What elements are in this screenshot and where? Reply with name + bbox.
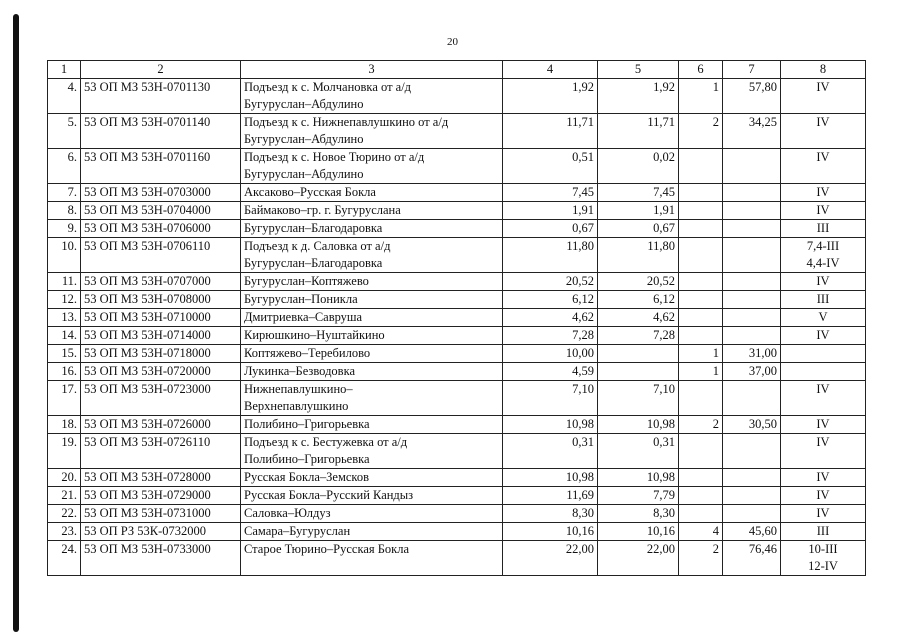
col-5-value: 10,98: [598, 469, 679, 487]
table-row: [48, 220, 866, 238]
road-category-line: IV: [816, 185, 830, 199]
table-row: [48, 381, 866, 416]
road-name-line: Нижнепавлушкино–: [244, 382, 353, 396]
col-5-value: 22,00: [598, 541, 679, 576]
road-category-line: 12-IV: [808, 559, 838, 573]
road-category-line: IV: [816, 115, 830, 129]
road-category: [781, 238, 866, 273]
col-5-value: 20,52: [598, 273, 679, 291]
road-name: [241, 184, 503, 202]
row-number: 6.: [48, 149, 81, 184]
row-number: 13.: [48, 309, 81, 327]
road-name: [241, 345, 503, 363]
road-name-line: Баймаково–гр. г. Бугуруслана: [244, 203, 401, 217]
col-4-value: 10,00: [503, 345, 598, 363]
col-6-value: [679, 469, 723, 487]
road-name: [241, 273, 503, 291]
table-row: [48, 184, 866, 202]
row-number: 22.: [48, 505, 81, 523]
road-category: [781, 416, 866, 434]
table-row: [48, 523, 866, 541]
road-name: [241, 291, 503, 309]
road-name-line: Полибино–Григорьевка: [244, 417, 370, 431]
road-category: [781, 114, 866, 149]
table-row: [48, 363, 866, 381]
row-number: 18.: [48, 416, 81, 434]
col-4-value: 10,98: [503, 469, 598, 487]
road-code: 53 ОП МЗ 53Н-0723000: [81, 381, 241, 416]
col-7-value: 34,25: [723, 114, 781, 149]
road-code: 53 ОП МЗ 53Н-0726110: [81, 434, 241, 469]
road-category-line: IV: [816, 328, 830, 342]
row-number: 20.: [48, 469, 81, 487]
row-number: 9.: [48, 220, 81, 238]
road-name: [241, 505, 503, 523]
col-5-value: 10,16: [598, 523, 679, 541]
road-category-line: IV: [816, 506, 830, 520]
col-5-value: 7,45: [598, 184, 679, 202]
col-6-value: [679, 291, 723, 309]
col-4-value: 10,98: [503, 416, 598, 434]
col-5-value: 7,79: [598, 487, 679, 505]
col-4-value: 7,10: [503, 381, 598, 416]
road-code: 53 ОП МЗ 53Н-0701140: [81, 114, 241, 149]
road-code: 53 ОП МЗ 53Н-0710000: [81, 309, 241, 327]
col-6-value: 2: [679, 114, 723, 149]
col-4-value: 7,28: [503, 327, 598, 345]
road-category: [781, 363, 866, 381]
road-name: [241, 381, 503, 416]
road-name: [241, 202, 503, 220]
road-code: 53 ОП МЗ 53Н-0720000: [81, 363, 241, 381]
row-number: 16.: [48, 363, 81, 381]
column-header: 5: [598, 61, 679, 79]
road-category-line: IV: [816, 203, 830, 217]
table-row: [48, 238, 866, 273]
road-name: [241, 309, 503, 327]
table-row: [48, 202, 866, 220]
table-row: [48, 327, 866, 345]
road-category: [781, 220, 866, 238]
col-7-value: [723, 184, 781, 202]
col-5-value: 0,67: [598, 220, 679, 238]
col-6-value: [679, 202, 723, 220]
road-category: [781, 541, 866, 576]
table-row: [48, 149, 866, 184]
row-number: 23.: [48, 523, 81, 541]
col-4-value: 10,16: [503, 523, 598, 541]
row-number: 15.: [48, 345, 81, 363]
table-row: [48, 345, 866, 363]
col-7-value: [723, 149, 781, 184]
road-category-line: IV: [816, 435, 830, 449]
road-category: [781, 273, 866, 291]
col-7-value: [723, 309, 781, 327]
road-name-line: Кирюшкино–Нуштайкино: [244, 328, 385, 342]
col-5-value: 11,80: [598, 238, 679, 273]
road-name-line: Бугуруслан–Абдулино: [244, 167, 364, 181]
road-category: [781, 523, 866, 541]
road-name: [241, 541, 503, 576]
road-name: [241, 327, 503, 345]
road-category: [781, 487, 866, 505]
road-name: [241, 363, 503, 381]
road-category-line: III: [816, 524, 830, 538]
table-row: [48, 487, 866, 505]
road-name: [241, 114, 503, 149]
col-6-value: 2: [679, 416, 723, 434]
col-6-value: [679, 381, 723, 416]
road-name: [241, 149, 503, 184]
col-4-value: 1,92: [503, 79, 598, 114]
column-header: 8: [781, 61, 866, 79]
road-code: 53 ОП МЗ 53Н-0728000: [81, 469, 241, 487]
table-row: [48, 416, 866, 434]
road-name-line: Подъезд к с. Новое Тюрино от а/д: [244, 150, 425, 164]
col-7-value: 45,60: [723, 523, 781, 541]
col-4-value: 4,59: [503, 363, 598, 381]
col-6-value: [679, 327, 723, 345]
table-row: [48, 79, 866, 114]
col-4-value: 0,51: [503, 149, 598, 184]
table-row: [48, 273, 866, 291]
row-number: 21.: [48, 487, 81, 505]
col-5-value: 1,92: [598, 79, 679, 114]
col-7-value: [723, 487, 781, 505]
road-category: [781, 184, 866, 202]
col-4-value: 0,31: [503, 434, 598, 469]
column-header: 3: [241, 61, 503, 79]
col-5-value: 6,12: [598, 291, 679, 309]
road-name-line: Подъезд к д. Саловка от а/д: [244, 239, 391, 253]
road-code: 53 ОП МЗ 53Н-0704000: [81, 202, 241, 220]
col-7-value: [723, 220, 781, 238]
road-code: 53 ОП МЗ 53Н-0729000: [81, 487, 241, 505]
road-name-line: Бугуруслан–Коптяжево: [244, 274, 369, 288]
table-row: [48, 309, 866, 327]
col-4-value: 11,71: [503, 114, 598, 149]
road-category-line: IV: [816, 274, 830, 288]
road-code: 53 ОП МЗ 53Н-0731000: [81, 505, 241, 523]
road-name-line: Полибино–Григорьевка: [244, 452, 370, 466]
road-category-line: 4,4-IV: [806, 256, 840, 270]
table-row: [48, 505, 866, 523]
col-6-value: [679, 434, 723, 469]
road-name-line: Подъезд к с. Нижнепавлушкино от а/д: [244, 115, 449, 129]
row-number: 8.: [48, 202, 81, 220]
road-category: [781, 381, 866, 416]
road-category-line: IV: [816, 80, 830, 94]
column-header: 6: [679, 61, 723, 79]
road-category-line: IV: [816, 150, 830, 164]
column-header: 1: [48, 61, 81, 79]
road-code: 53 ОП МЗ 53Н-0706110: [81, 238, 241, 273]
road-name: [241, 434, 503, 469]
col-5-value: 8,30: [598, 505, 679, 523]
col-7-value: [723, 327, 781, 345]
road-category-line: III: [816, 221, 830, 235]
col-7-value: [723, 291, 781, 309]
binding-mark: [13, 14, 19, 632]
road-name: [241, 79, 503, 114]
col-7-value: 31,00: [723, 345, 781, 363]
col-7-value: [723, 381, 781, 416]
road-code: 53 ОП МЗ 53Н-0708000: [81, 291, 241, 309]
col-5-value: 1,91: [598, 202, 679, 220]
road-code: 53 ОП МЗ 53Н-0726000: [81, 416, 241, 434]
row-number: 4.: [48, 79, 81, 114]
road-name-line: Русская Бокла–Русский Кандыз: [244, 488, 414, 502]
road-code: 53 ОП МЗ 53Н-0706000: [81, 220, 241, 238]
table-body: [48, 61, 866, 576]
col-5-value: 0,31: [598, 434, 679, 469]
col-4-value: 4,62: [503, 309, 598, 327]
column-header: 4: [503, 61, 598, 79]
col-7-value: [723, 202, 781, 220]
row-number: 12.: [48, 291, 81, 309]
col-6-value: [679, 238, 723, 273]
road-name: [241, 487, 503, 505]
road-name: [241, 469, 503, 487]
road-code: 53 ОП МЗ 53Н-0718000: [81, 345, 241, 363]
road-name-line: Бугуруслан–Благодаровка: [244, 256, 383, 270]
road-category-line: IV: [816, 488, 830, 502]
row-number: 5.: [48, 114, 81, 149]
col-5-value: 11,71: [598, 114, 679, 149]
road-category: [781, 149, 866, 184]
road-name-line: Подъезд к с. Молчановка от а/д: [244, 80, 412, 94]
col-6-value: [679, 505, 723, 523]
col-6-value: [679, 149, 723, 184]
col-6-value: 2: [679, 541, 723, 576]
col-5-value: [598, 345, 679, 363]
road-category: [781, 434, 866, 469]
row-number: 19.: [48, 434, 81, 469]
table-row: [48, 434, 866, 469]
col-6-value: [679, 273, 723, 291]
col-4-value: 11,80: [503, 238, 598, 273]
table-row: [48, 291, 866, 309]
road-code: 53 ОП РЗ 53К-0732000: [81, 523, 241, 541]
road-category-line: IV: [816, 470, 830, 484]
road-category: [781, 202, 866, 220]
road-name-line: Дмитриевка–Савруша: [244, 310, 363, 324]
column-header: 2: [81, 61, 241, 79]
column-header: 7: [723, 61, 781, 79]
col-6-value: [679, 487, 723, 505]
col-4-value: 1,91: [503, 202, 598, 220]
road-code: 53 ОП МЗ 53Н-0701160: [81, 149, 241, 184]
road-category-line: V: [818, 310, 828, 324]
col-4-value: 0,67: [503, 220, 598, 238]
road-name-line: Саловка–Юлдуз: [244, 506, 331, 520]
row-number: 14.: [48, 327, 81, 345]
road-name-line: Бугуруслан–Абдулино: [244, 97, 364, 111]
road-category: [781, 291, 866, 309]
road-category: [781, 345, 866, 363]
table-row: [48, 114, 866, 149]
road-name: [241, 416, 503, 434]
road-code: 53 ОП МЗ 53Н-0733000: [81, 541, 241, 576]
col-6-value: 4: [679, 523, 723, 541]
road-name: [241, 523, 503, 541]
road-category: [781, 327, 866, 345]
road-category: [781, 469, 866, 487]
col-4-value: 20,52: [503, 273, 598, 291]
road-code: 53 ОП МЗ 53Н-0707000: [81, 273, 241, 291]
row-number: 11.: [48, 273, 81, 291]
col-6-value: [679, 309, 723, 327]
road-name-line: Верхнепавлушкино: [244, 399, 349, 413]
road-name-line: Аксаково–Русская Бокла: [244, 185, 376, 199]
col-5-value: 4,62: [598, 309, 679, 327]
col-4-value: 6,12: [503, 291, 598, 309]
col-7-value: [723, 469, 781, 487]
page-number: 20: [447, 36, 458, 48]
road-category-line: 10-III: [808, 542, 838, 556]
road-name: [241, 238, 503, 273]
road-category-line: IV: [816, 382, 830, 396]
row-number: 10.: [48, 238, 81, 273]
col-5-value: 0,02: [598, 149, 679, 184]
col-6-value: [679, 220, 723, 238]
road-code: 53 ОП МЗ 53Н-0714000: [81, 327, 241, 345]
col-7-value: [723, 273, 781, 291]
col-4-value: 11,69: [503, 487, 598, 505]
road-category-line: 7,4-III: [806, 239, 840, 253]
road-category-line: IV: [816, 417, 830, 431]
col-5-value: [598, 363, 679, 381]
road-category: [781, 309, 866, 327]
road-name-line: Бугуруслан–Поникла: [244, 292, 358, 306]
col-4-value: 22,00: [503, 541, 598, 576]
road-code: 53 ОП МЗ 53Н-0703000: [81, 184, 241, 202]
road-name-line: Бугуруслан–Благодаровка: [244, 221, 383, 235]
road-category: [781, 79, 866, 114]
col-7-value: [723, 434, 781, 469]
row-number: 7.: [48, 184, 81, 202]
road-category: [781, 505, 866, 523]
road-name-line: Коптяжево–Теребилово: [244, 346, 371, 360]
header-row: [48, 61, 866, 79]
road-name-line: Лукинка–Безводовка: [244, 364, 356, 378]
col-7-value: 76,46: [723, 541, 781, 576]
col-5-value: 7,28: [598, 327, 679, 345]
row-number: 24.: [48, 541, 81, 576]
col-7-value: 30,50: [723, 416, 781, 434]
col-5-value: 7,10: [598, 381, 679, 416]
col-7-value: 37,00: [723, 363, 781, 381]
col-6-value: 1: [679, 79, 723, 114]
col-6-value: 1: [679, 363, 723, 381]
col-5-value: 10,98: [598, 416, 679, 434]
roads-table: [47, 60, 866, 576]
road-name-line: Старое Тюрино–Русская Бокла: [244, 542, 410, 556]
row-number: 17.: [48, 381, 81, 416]
road-name-line: Бугуруслан–Абдулино: [244, 132, 364, 146]
road-name-line: Самара–Бугуруслан: [244, 524, 351, 538]
col-7-value: 57,80: [723, 79, 781, 114]
col-6-value: 1: [679, 345, 723, 363]
road-name-line: Подъезд к с. Бестужевка от а/д: [244, 435, 408, 449]
col-4-value: 7,45: [503, 184, 598, 202]
col-6-value: [679, 184, 723, 202]
table-row: [48, 541, 866, 576]
road-code: 53 ОП МЗ 53Н-0701130: [81, 79, 241, 114]
col-7-value: [723, 505, 781, 523]
road-category-line: III: [816, 292, 830, 306]
col-7-value: [723, 238, 781, 273]
road-name-line: Русская Бокла–Земсков: [244, 470, 369, 484]
road-name: [241, 220, 503, 238]
table-row: [48, 469, 866, 487]
col-4-value: 8,30: [503, 505, 598, 523]
